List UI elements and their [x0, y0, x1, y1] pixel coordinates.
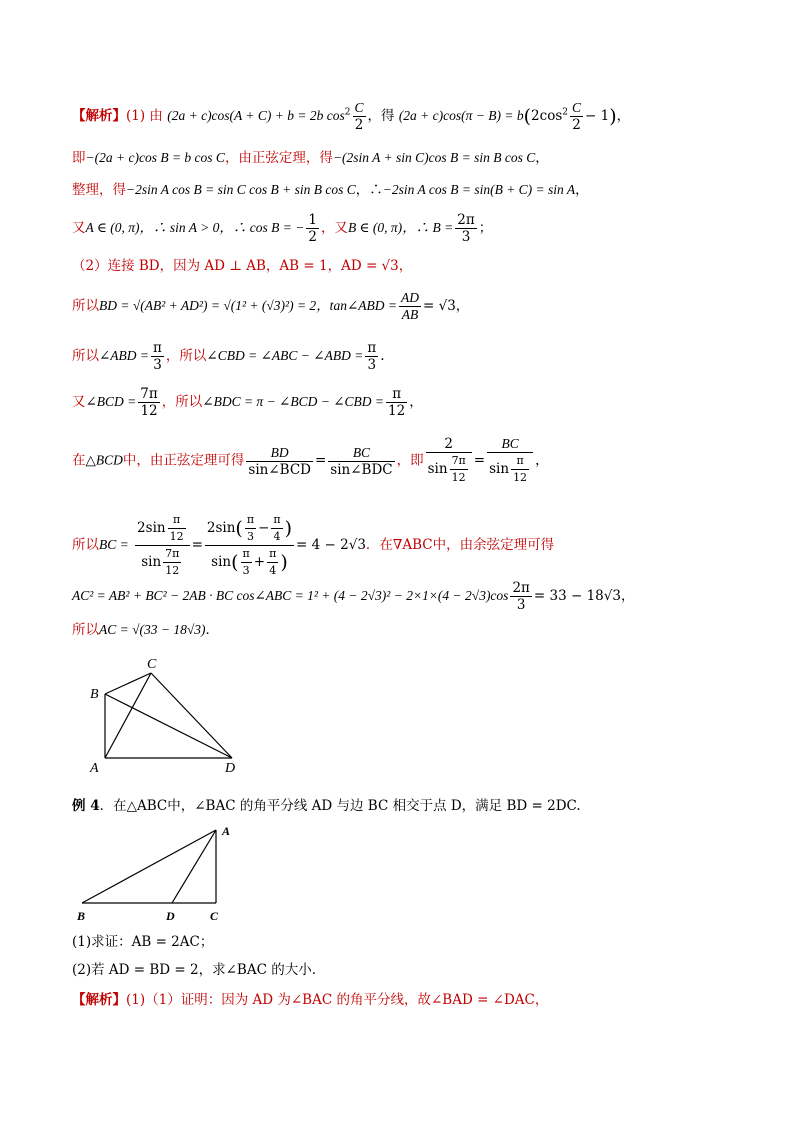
- solution-line-4: [72, 212, 492, 245]
- fraction: $\frac{BD}{\text{sin∠BCD}}$: [248, 444, 311, 478]
- formula: ，∴ sin A > 0，∴ cos B = −: [139, 220, 305, 235]
- formula: ∠BCD =: [85, 394, 137, 409]
- formula: ∠ABD =: [99, 348, 150, 363]
- question-1: (1)求证：AB = 2AC；: [72, 934, 214, 950]
- fraction: 2sin $\frac{\pi}{12}$ sin $\frac{7\pi}{12}$: [135, 512, 190, 579]
- fraction: $\frac{C}{2}$: [572, 100, 582, 133]
- segment-bd: [105, 694, 232, 758]
- fraction: 2sin( $\frac{\pi}{3}$ − $\frac{\pi}{4}$ ) sin( $\frac{\pi}{3}$ + $\frac{\pi}{4}$ ): [206, 513, 293, 577]
- text: 即: [72, 150, 86, 166]
- text: ；: [478, 220, 493, 236]
- fraction: $\frac{2\pi}{3}$: [457, 212, 475, 245]
- fraction: $\frac{AD}{AB}$: [400, 290, 419, 322]
- text: (1) 由: [126, 108, 163, 124]
- solution-line-7: [72, 340, 384, 373]
- formula: = 4 − 2√3: [296, 537, 366, 553]
- text: ，: [409, 394, 423, 410]
- solution-line-3: [72, 180, 589, 200]
- solution-line-5: （2）连接 BD，因为 AD ⊥ AB，AB = 1，AD = √3，: [72, 258, 413, 274]
- example-4-statement: [72, 796, 581, 816]
- text: 中，由正弦定理可得: [122, 452, 245, 469]
- text: ，∴: [355, 182, 383, 198]
- solution-line-1: 【解析】(1) 由 (2a + c)cos(A + C) + b = 2b $\cos^2$ $\frac{C}{2}$ ，得 $(2a + c)\cos(\pi - B) = b(2\cos^2$ $\frac{C}{2}$ − 1)，: [72, 100, 631, 133]
- vertex-label-c: C: [147, 657, 157, 672]
- text: ，: [535, 150, 549, 166]
- text: ，: [535, 452, 549, 469]
- solution-line-12: [72, 620, 219, 640]
- fraction: $\frac{\pi}{12}$: [388, 386, 406, 419]
- formula: −(2a + c)cos B = b cos C: [85, 150, 225, 165]
- text: ，所以: [165, 348, 207, 364]
- formula: −(2sin A + sin C)cos B = sin B cos C: [332, 150, 536, 165]
- fraction: $\frac{2\pi}{3}$: [512, 580, 530, 613]
- formula: ∠CBD = ∠ABC − ∠ABD =: [206, 348, 364, 363]
- formula: ∠BDC = π − ∠BCD − ∠CBD =: [202, 394, 385, 409]
- text: ，又: [320, 220, 348, 236]
- text: 所以: [72, 298, 99, 314]
- text: ，: [616, 108, 631, 124]
- solution-line-11: [72, 580, 634, 613]
- fraction: $\frac{C}{2}$: [354, 100, 364, 133]
- text: ，: [575, 182, 589, 198]
- solution-line-9: 在△BCD中，由正弦定理可得 $\frac{BD}{\text{sin∠BCD}}$ = $\frac{BC}{\text{sin∠BDC}}$ ，即 2 sin $\frac{7\pi}{12}$ = BC sin $\frac{\pi}{12}$ ，: [72, 436, 549, 484]
- solution-line-6: [72, 290, 469, 323]
- figure-triangle-abc: [72, 822, 242, 926]
- text: ，由正弦定理，得: [224, 150, 333, 166]
- text: ，即: [396, 452, 424, 469]
- text: (1)（1）证明：因为 AD 为∠BAC 的角平分线，故∠BAD = ∠DAC，: [126, 992, 549, 1008]
- formula: BC =: [99, 537, 129, 552]
- text: ，所以: [161, 394, 203, 410]
- text: 整理，得: [72, 182, 126, 198]
- segment-ac: [105, 673, 151, 758]
- fraction: BC sin $\frac{\pi}{12}$: [487, 436, 533, 486]
- text: .: [380, 348, 385, 364]
- example-label: 例 4: [72, 798, 100, 814]
- solution-line-2: [72, 148, 549, 168]
- formula: −2sin A cos B = sin(B + C) = sin A: [382, 182, 576, 197]
- formula: BD = √(AB² + AD²) = √(1² + (√3)²) = 2: [99, 298, 317, 313]
- formula: AC² = AB² + BC² − 2AB · BC cos∠ABC = 1² + (4 − 2√3)² − 2×1×(4 − 2√3)cos: [72, 588, 509, 603]
- formula: ，∴ B =: [402, 220, 454, 235]
- text: 在: [72, 452, 86, 469]
- fraction: $\frac{7\pi}{12}$: [140, 386, 158, 419]
- formula: ，tan∠ABD =: [316, 298, 397, 313]
- example-4-solution: [72, 990, 548, 1010]
- formula: 2cos: [531, 108, 563, 124]
- figure-quadrilateral-abcd: [82, 652, 252, 777]
- segment-cd: [151, 673, 232, 758]
- formula: −2sin A cos B = sin C cos B + sin B cos C: [126, 182, 356, 197]
- text: ．在∇ABC中，由余弦定理可得: [365, 537, 555, 553]
- formula: − 1: [585, 108, 610, 124]
- example-text: ．在△ABC中，∠BAC 的角平分线 AD 与边 BC 相交于点 D，满足 BD = 2DC.: [99, 798, 581, 814]
- vertex-label-a: A: [222, 824, 231, 838]
- fraction: $\frac{\pi}{3}$: [153, 340, 162, 373]
- question-2: (2)若 AD = BD = 2，求∠BAC 的大小.: [72, 962, 317, 978]
- analysis-tag: 【解析】: [72, 108, 126, 124]
- text: 所以: [72, 622, 99, 638]
- vertex-label-b: B: [90, 687, 99, 702]
- segment-ba: [82, 830, 216, 903]
- formula: A ∈ (0, π): [85, 220, 140, 235]
- analysis-tag: 【解析】: [72, 992, 126, 1008]
- formula: AC = √(33 − 18√3): [99, 622, 206, 637]
- text: ，: [620, 588, 635, 604]
- formula: (2a + c)cos(π − B) = b: [398, 108, 524, 123]
- text: ．: [205, 622, 220, 638]
- vertex-label-d: D: [166, 909, 175, 923]
- formula: △BCD: [85, 452, 123, 468]
- fraction: $\frac{BC}{\text{sin∠BDC}}$: [330, 444, 393, 478]
- vertex-label-c: C: [210, 909, 219, 923]
- formula: = 33 − 18√3: [533, 588, 621, 604]
- formula: B ∈ (0, π): [347, 220, 403, 235]
- fraction: $\frac{\pi}{3}$: [367, 340, 377, 373]
- vertex-label-d: D: [225, 761, 236, 776]
- formula: (2a + c)cos(A + C) + b = 2b cos: [167, 108, 345, 123]
- fraction: $\frac{1}{2}$: [308, 212, 317, 245]
- solution-line-10: 所以BC = 2sin $\frac{\pi}{12}$ sin $\frac{7\pi}{12}$ = 2sin( $\frac{\pi}{3}$ − $\frac{\pi}{4}$ ) sin( $\frac{\pi}{3}$ + $\frac{\pi}{4}$ ) = 4 − 2√3．在∇ABC中，由余弦定理可得: [72, 513, 555, 577]
- text: 所以: [72, 348, 99, 364]
- segment-bc: [105, 673, 151, 694]
- vertex-label-a: A: [90, 761, 99, 776]
- segment-ad: [172, 830, 216, 903]
- formula: = √3，: [422, 298, 470, 314]
- fraction: 2 sin $\frac{7\pi}{12}$: [426, 436, 472, 486]
- vertex-label-b: B: [77, 909, 86, 923]
- text: ，得: [367, 108, 395, 124]
- text: 所以: [72, 537, 99, 553]
- text: 又: [72, 220, 86, 236]
- text: 又: [72, 394, 86, 410]
- solution-line-8: [72, 386, 423, 419]
